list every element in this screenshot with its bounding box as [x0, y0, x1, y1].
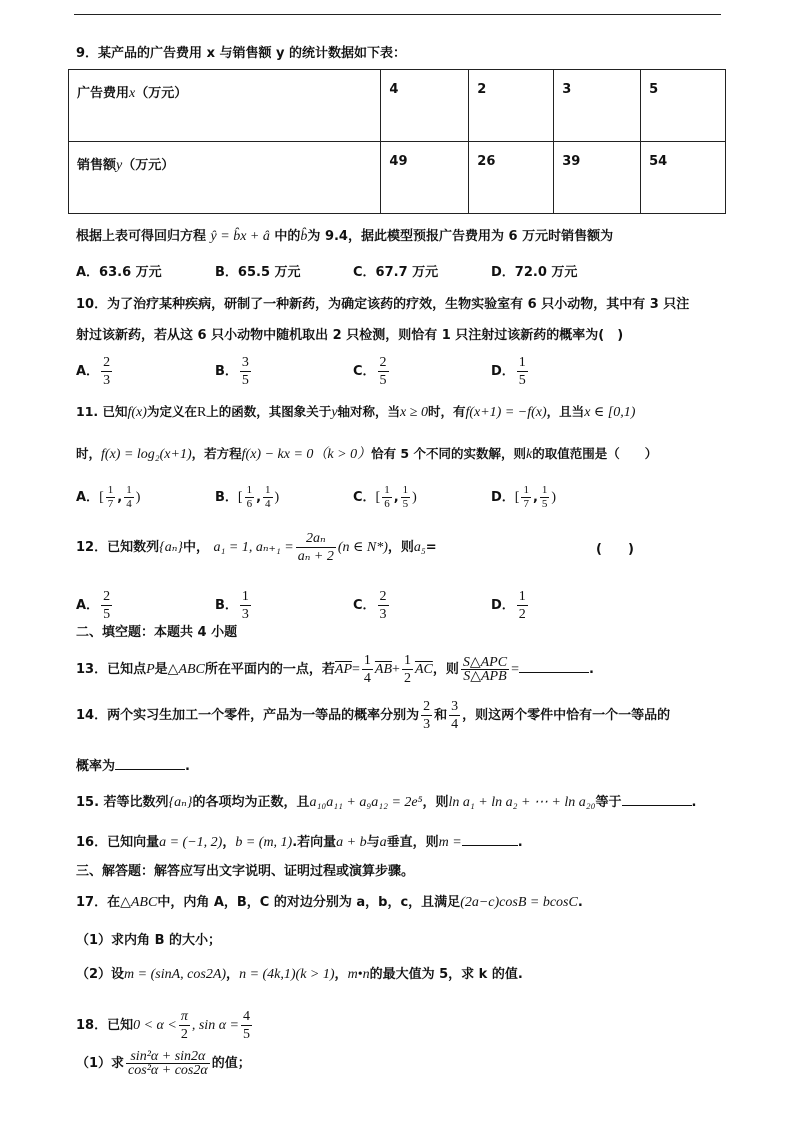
- q9-option-c[interactable]: C．67.7 万元: [353, 265, 439, 280]
- table-cell: 26: [469, 142, 554, 214]
- q10-option-c[interactable]: C． $\frac{2}{5}$: [353, 355, 387, 388]
- q17-stem: 17．在△ABC中，内角 A，B，C 的对边分别为 a，b，c，且满足(2a−c)cosB = bcosC.: [76, 895, 583, 910]
- q10-option-a[interactable]: A． $\frac{2}{3}$: [76, 355, 111, 388]
- q12-option-b[interactable]: B． $\frac{1}{3}$: [215, 589, 249, 622]
- q16-stem: 16．已知向量a = (−1, 2)，b = (m, 1).若向量a + b与a垂直，则m = .: [76, 831, 523, 852]
- q9-option-a[interactable]: A．63.6 万元: [76, 265, 162, 280]
- table-cell: 4: [381, 70, 469, 142]
- row-header: 广告费用x（万元）: [69, 70, 381, 142]
- q9-option-d[interactable]: D．72.0 万元: [491, 265, 578, 280]
- q9-followup: 根据上表可得回归方程 ŷ = b̂x + â 中的b̂为 9.4，据此模型预报广告费用为 6 万元时销售额为: [76, 229, 614, 244]
- q10-option-d[interactable]: D． $\frac{1}{5}$: [491, 355, 526, 388]
- q11-option-b[interactable]: B．[ $\frac{1}{6}$ , $\frac{1}{4}$ ): [215, 484, 280, 510]
- q14-line1: 14．两个实习生加工一个零件，产品为一等品的概率分别为 $\frac{2}{3}$ 和 $\frac{3}{4}$ ，则这两个零件中恰有一个一等品的: [76, 699, 671, 732]
- header-rule: [74, 14, 721, 15]
- table-cell: 2: [469, 70, 554, 142]
- section-fill-in-heading: 二、填空题：本题共 4 小题: [76, 625, 238, 640]
- section-solution-heading: 三、解答题：解答应写出文字说明、证明过程或演算步骤。: [76, 864, 415, 879]
- q15-answer-blank[interactable]: [622, 791, 692, 806]
- q12-option-a[interactable]: A． $\frac{2}{5}$: [76, 589, 111, 622]
- table-cell: 49: [381, 142, 469, 214]
- q14-line2: 概率为 .: [76, 755, 190, 776]
- q10-line2: 射过该新药，若从这 6 只小动物中随机取出 2 只检测，则恰有 1 只注射过该新药的概率为( ): [76, 328, 624, 343]
- q12-option-d[interactable]: D． $\frac{1}{2}$: [491, 589, 526, 622]
- q15-stem: 15. 若等比数列{aₙ}的各项均为正数，且a₁₀a₁₁ + a₉a₁₂ = 2e⁵，则ln a₁ + ln a₂ + ⋯ + ln a₂₀等于 .: [76, 791, 696, 812]
- q16-answer-blank[interactable]: [462, 831, 518, 846]
- table-row-ad-cost: [69, 70, 726, 142]
- q18-part1: （1）求 $\frac{\text{sin²α + sin2α}}{\text{cos²α + cos2α}}$ 的值；: [76, 1049, 251, 1078]
- q10-option-b[interactable]: B． $\frac{3}{5}$: [215, 355, 249, 388]
- q11-option-a[interactable]: A．[ $\frac{1}{7}$ , $\frac{1}{4}$ ): [76, 484, 141, 510]
- q9-data-table: [68, 69, 726, 214]
- q11-line2: 时，f(x) = log₂(x+1)，若方程f(x) − kx = 0（k > 0）恰有 5 个不同的实数解，则k的取值范围是（ ）: [76, 446, 658, 462]
- table-cell: 54: [641, 142, 726, 214]
- q11-line1: 11. 已知f(x)为定义在R上的函数，其图象关于y轴对称，当x ≥ 0时，有f(x+1) = −f(x)，且当x ∈ [0,1): [76, 404, 636, 420]
- q11-option-d[interactable]: D．[ $\frac{1}{7}$ , $\frac{1}{5}$ ): [491, 484, 557, 510]
- row-header: 销售额y（万元）: [69, 142, 381, 214]
- q12-stem: 12．已知数列{aₙ}中， a₁ = 1, aₙ₊₁ = $\frac{\text{2aₙ}}{\text{aₙ + 2}}$ (n ∈ N*)，则a₅=: [76, 531, 437, 564]
- q9-option-b[interactable]: B．65.5 万元: [215, 265, 301, 280]
- q18-stem: 18．已知0 < α < $\frac{\pi}{2}$ , sin α = $\frac{4}{5}$: [76, 1009, 250, 1042]
- q12-answer-paren: ( ): [596, 542, 634, 557]
- q11-option-c[interactable]: C．[ $\frac{1}{6}$ , $\frac{1}{5}$ ): [353, 484, 417, 510]
- table-row-sales: [69, 142, 726, 214]
- q12-option-c[interactable]: C． $\frac{2}{3}$: [353, 589, 387, 622]
- q10-line1: 10．为了治疗某种疾病，研制了一种新药，为确定该药的疗效，生物实验室有 6 只小动物，其中有 3 只注: [76, 297, 690, 312]
- q17-part2: （2）设m = (sinA, cos2A)，n = (4k,1)(k > 1)，m•n的最大值为 5，求 k 的值.: [76, 967, 523, 982]
- q17-part1: （1）求内角 B 的大小；: [76, 933, 222, 948]
- table-cell: 39: [554, 142, 641, 214]
- q14-answer-blank[interactable]: [115, 755, 185, 770]
- q13-answer-blank[interactable]: [519, 658, 589, 673]
- table-cell: 3: [554, 70, 641, 142]
- q9-stem: 9．某产品的广告费用 x 与销售额 y 的统计数据如下表：: [76, 46, 407, 61]
- table-cell: 5: [641, 70, 726, 142]
- q13-stem: 13．已知点P是△ABC所在平面内的一点，若$\overline{AP}=$ $\frac{1}{4}$ $\overline{AB}+$ $\frac{1}{2}$ $\overline{AC}$，则 $\frac{\text{S△APC}}{\text{S△APB}}$ = .: [76, 653, 594, 686]
